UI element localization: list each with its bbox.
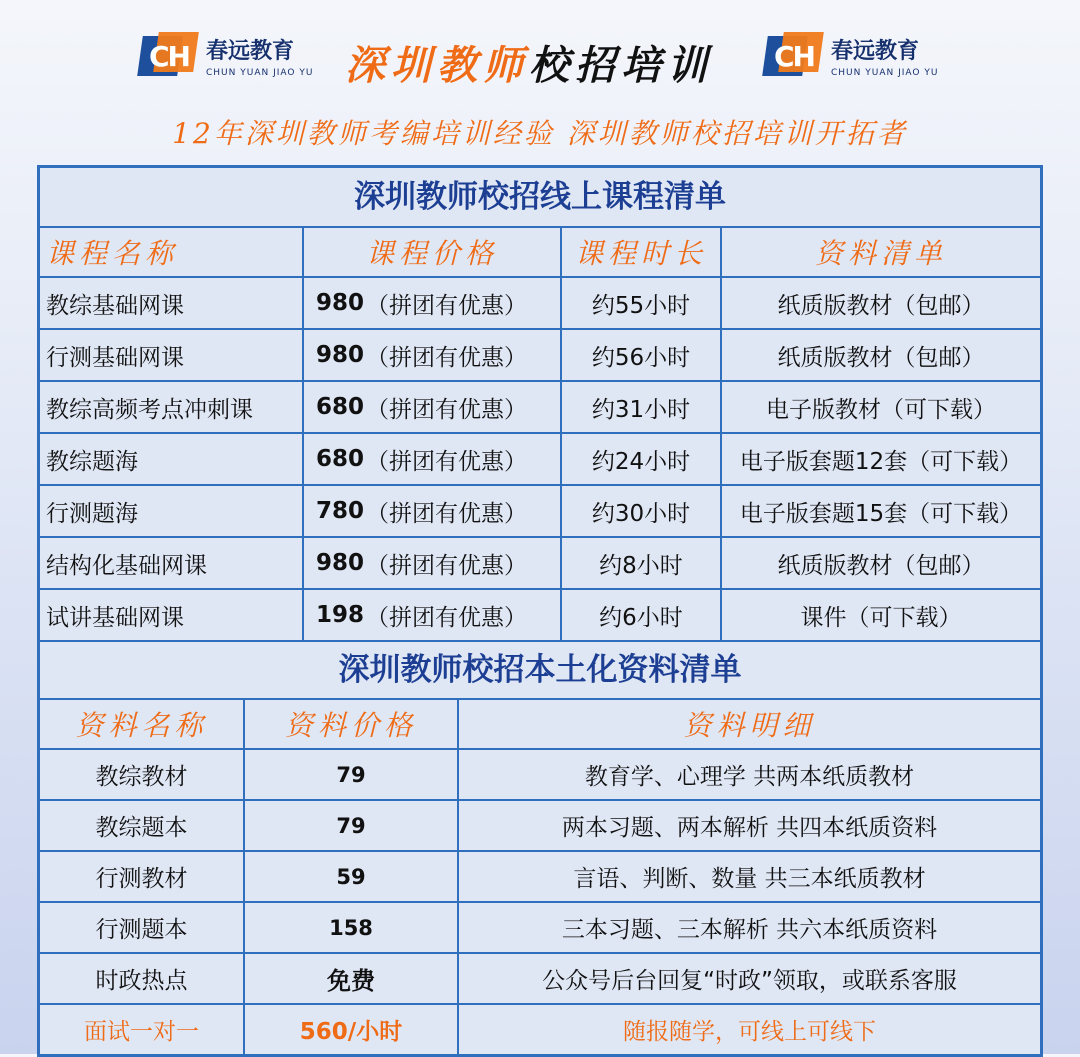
- page-header: [0, 0, 1080, 110]
- course-row: [40, 382, 1040, 434]
- col-header-duration: 课程时长: [562, 228, 722, 276]
- material-name: 教综题本: [40, 801, 245, 850]
- material-detail: 公众号后台回复“时政”领取，或联系客服: [542, 968, 957, 994]
- col-header-material-price: 资料价格: [245, 700, 459, 748]
- course-duration: 约6小时: [562, 590, 722, 640]
- material-price: 79: [245, 801, 459, 850]
- courses-header-row: [40, 228, 1040, 278]
- col-header-name: 课程名称: [40, 228, 304, 276]
- course-duration: 约8小时: [562, 538, 722, 588]
- course-duration: 约30小时: [562, 486, 722, 536]
- logo-mark-icon: CH: [765, 32, 823, 80]
- material-detail: 言语、判断、数量 共三本纸质教材: [573, 866, 926, 892]
- course-row: [40, 278, 1040, 330]
- logo-subtitle: CHUN YUAN JIAO YU: [831, 68, 939, 78]
- logo-mark-icon: CH: [140, 32, 198, 80]
- course-row: [40, 538, 1040, 590]
- logo-name: 春远教育: [206, 39, 295, 64]
- material-name: 面试一对一: [40, 1005, 245, 1054]
- course-name: 教综题海: [40, 434, 304, 484]
- course-name: 结构化基础网课: [40, 538, 304, 588]
- course-materials: 电子版套题15套（可下载）: [739, 500, 1023, 527]
- materials-section-title: 深圳教师校招本土化资料清单: [40, 642, 1040, 700]
- material-price: 免费: [245, 954, 459, 1003]
- course-price: 980 （拼团有优惠）: [304, 330, 562, 380]
- course-name: 行测基础网课: [40, 330, 304, 380]
- course-row: [40, 434, 1040, 486]
- course-price: 198 （拼团有优惠）: [304, 590, 562, 640]
- material-row: [40, 801, 1040, 852]
- material-detail: 随报随学，可线上可线下: [623, 1019, 876, 1045]
- page-title: 深圳教师校招培训: [345, 42, 713, 89]
- course-materials: 纸质版教材（包邮）: [777, 552, 985, 579]
- course-name: 教综高频考点冲刺课: [40, 382, 304, 432]
- course-row: [40, 330, 1040, 382]
- logo-subtitle: CHUN YUAN JIAO YU: [206, 68, 314, 78]
- material-price: 560/小时: [245, 1005, 459, 1054]
- material-row: [40, 852, 1040, 903]
- course-price: 980 （拼团有优惠）: [304, 278, 562, 328]
- course-name: 试讲基础网课: [40, 590, 304, 640]
- material-name: 行测题本: [40, 903, 245, 952]
- logo-right: [765, 32, 938, 80]
- course-materials: 纸质版教材（包邮）: [777, 344, 985, 371]
- material-name: 行测教材: [40, 852, 245, 901]
- material-name: 时政热点: [40, 954, 245, 1003]
- material-detail: 两本习题、两本解析 共四本纸质资料: [561, 815, 938, 841]
- price-table: [37, 165, 1043, 1057]
- col-header-price: 课程价格: [304, 228, 562, 276]
- material-price: 79: [245, 750, 459, 799]
- material-detail: 三本习题、三本解析 共六本纸质资料: [561, 917, 938, 943]
- material-row: [40, 750, 1040, 801]
- logo-left: [140, 32, 313, 80]
- course-materials: 纸质版教材（包邮）: [777, 292, 985, 319]
- course-name: 行测题海: [40, 486, 304, 536]
- material-price: 158: [245, 903, 459, 952]
- material-row-interview: [40, 1005, 1040, 1054]
- material-detail: 教育学、心理学 共两本纸质教材: [584, 764, 915, 790]
- material-row: [40, 954, 1040, 1005]
- course-duration: 约55小时: [562, 278, 722, 328]
- course-duration: 约24小时: [562, 434, 722, 484]
- course-row: [40, 486, 1040, 538]
- col-header-material-detail: 资料明细: [683, 709, 816, 742]
- material-price: 59: [245, 852, 459, 901]
- course-price: 780 （拼团有优惠）: [304, 486, 562, 536]
- materials-header-row: [40, 700, 1040, 750]
- course-duration: 约56小时: [562, 330, 722, 380]
- course-materials: 电子版教材（可下载）: [766, 396, 996, 423]
- course-price: 680 （拼团有优惠）: [304, 434, 562, 484]
- slogan: 12年深圳教师考编培训经验 深圳教师校招培训开拓者: [172, 117, 908, 150]
- course-duration: 约31小时: [562, 382, 722, 432]
- col-header-materials: 资料清单: [814, 237, 947, 270]
- course-name: 教综基础网课: [40, 278, 304, 328]
- material-name: 教综教材: [40, 750, 245, 799]
- courses-section-title: 深圳教师校招线上课程清单: [40, 168, 1040, 228]
- col-header-material-name: 资料名称: [40, 700, 245, 748]
- course-row: [40, 590, 1040, 642]
- course-price: 980 （拼团有优惠）: [304, 538, 562, 588]
- course-materials: 电子版套题12套（可下载）: [739, 448, 1023, 475]
- logo-name: 春远教育: [831, 39, 920, 64]
- material-row: [40, 903, 1040, 954]
- course-materials: 课件（可下载）: [800, 604, 962, 631]
- course-price: 680 （拼团有优惠）: [304, 382, 562, 432]
